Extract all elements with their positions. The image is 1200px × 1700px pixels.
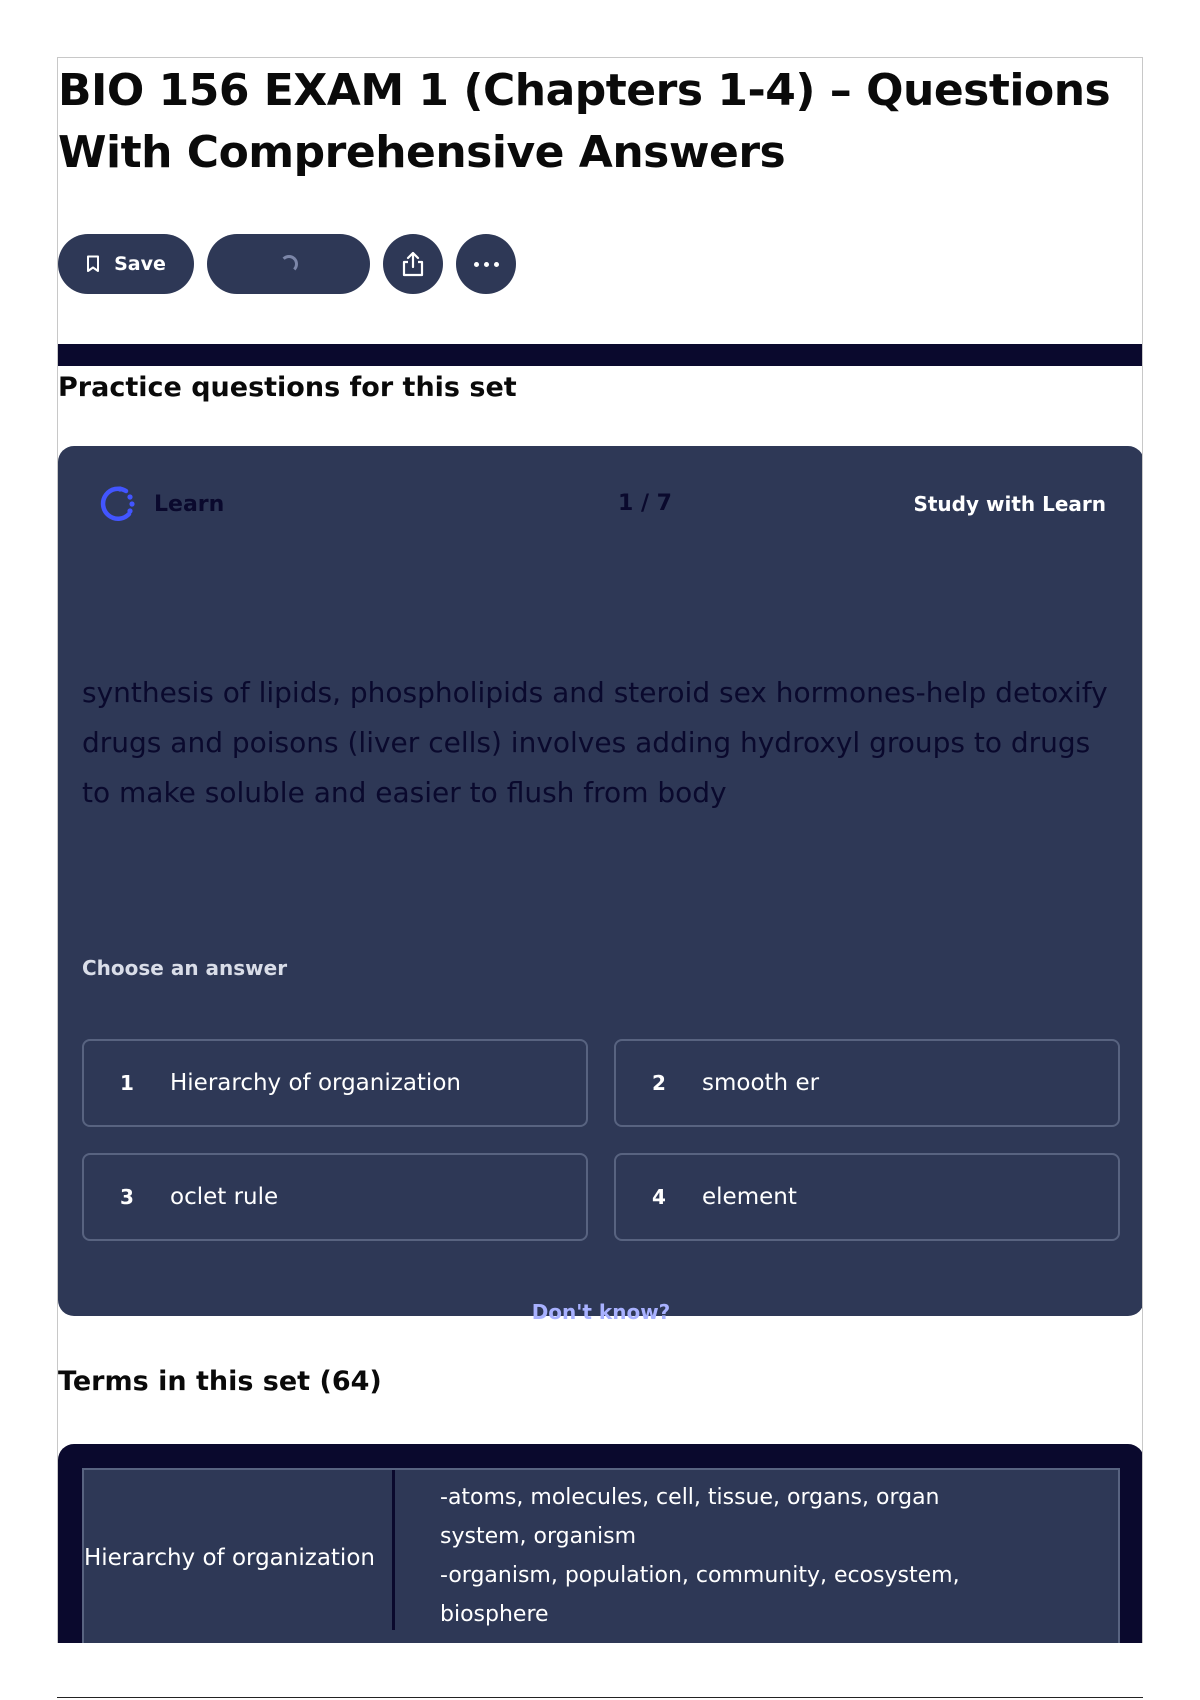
terms-heading: Terms in this set (64): [58, 1366, 382, 1397]
terms-list: [58, 1444, 1143, 1643]
term-row[interactable]: [82, 1468, 1120, 1643]
choose-answer-label: Choose an answer: [82, 956, 288, 980]
study-set-page: [57, 57, 1143, 1643]
answer-option[interactable]: [614, 1039, 1120, 1127]
share-icon: [400, 250, 426, 278]
bookmark-icon: [86, 255, 100, 273]
learn-card-header: [96, 482, 1106, 526]
page-bottom-rule: [57, 1697, 1143, 1698]
answer-text: element: [702, 1184, 797, 1210]
answer-number: 3: [120, 1185, 134, 1209]
page-title: BIO 156 EXAM 1 (Chapters 1-4) – Questions With Comprehensive Answers: [58, 65, 1111, 178]
answer-text: Hierarchy of organization: [170, 1070, 461, 1096]
term-definition: -atoms, molecules, cell, tissue, organs, organ system, organism -organism, population, community, ecosystem, biosphere: [440, 1485, 960, 1627]
loading-button[interactable]: [207, 234, 370, 294]
answer-text: oclet rule: [170, 1184, 279, 1210]
toolbar: [58, 234, 516, 294]
learn-mode-label: Learn: [154, 491, 225, 517]
term-divider: [392, 1470, 395, 1630]
answer-number: 2: [652, 1071, 666, 1095]
term-word: Hierarchy of organization: [84, 1545, 375, 1571]
answer-option[interactable]: [614, 1153, 1120, 1241]
learn-card: [58, 446, 1143, 1316]
question-prompt: synthesis of lipids, phospholipids and steroid sex hormones-help detoxify drugs and poisons (liver cells) involves adding hydroxyl groups to drugs to make soluble and easier to flush from body: [82, 676, 1108, 809]
section-divider: [58, 344, 1143, 366]
save-button[interactable]: [58, 234, 194, 294]
practice-heading: Practice questions for this set: [58, 372, 517, 403]
answer-number: 1: [120, 1071, 134, 1095]
answer-number: 4: [652, 1185, 666, 1209]
dont-know-link[interactable]: Don't know?: [531, 1300, 671, 1324]
study-with-learn-button[interactable]: Study with Learn: [913, 492, 1106, 516]
share-button[interactable]: [383, 234, 443, 294]
more-icon: [474, 262, 499, 267]
answer-option[interactable]: [82, 1039, 588, 1127]
answer-text: smooth er: [702, 1070, 820, 1096]
save-button-label: Save: [114, 253, 166, 275]
answer-option[interactable]: [82, 1153, 588, 1241]
spinner-icon: [280, 255, 298, 273]
learn-mode-icon: [96, 482, 140, 526]
answer-options: [82, 1039, 1120, 1241]
question-progress: 1 / 7: [618, 491, 672, 516]
more-options-button[interactable]: [456, 234, 516, 294]
